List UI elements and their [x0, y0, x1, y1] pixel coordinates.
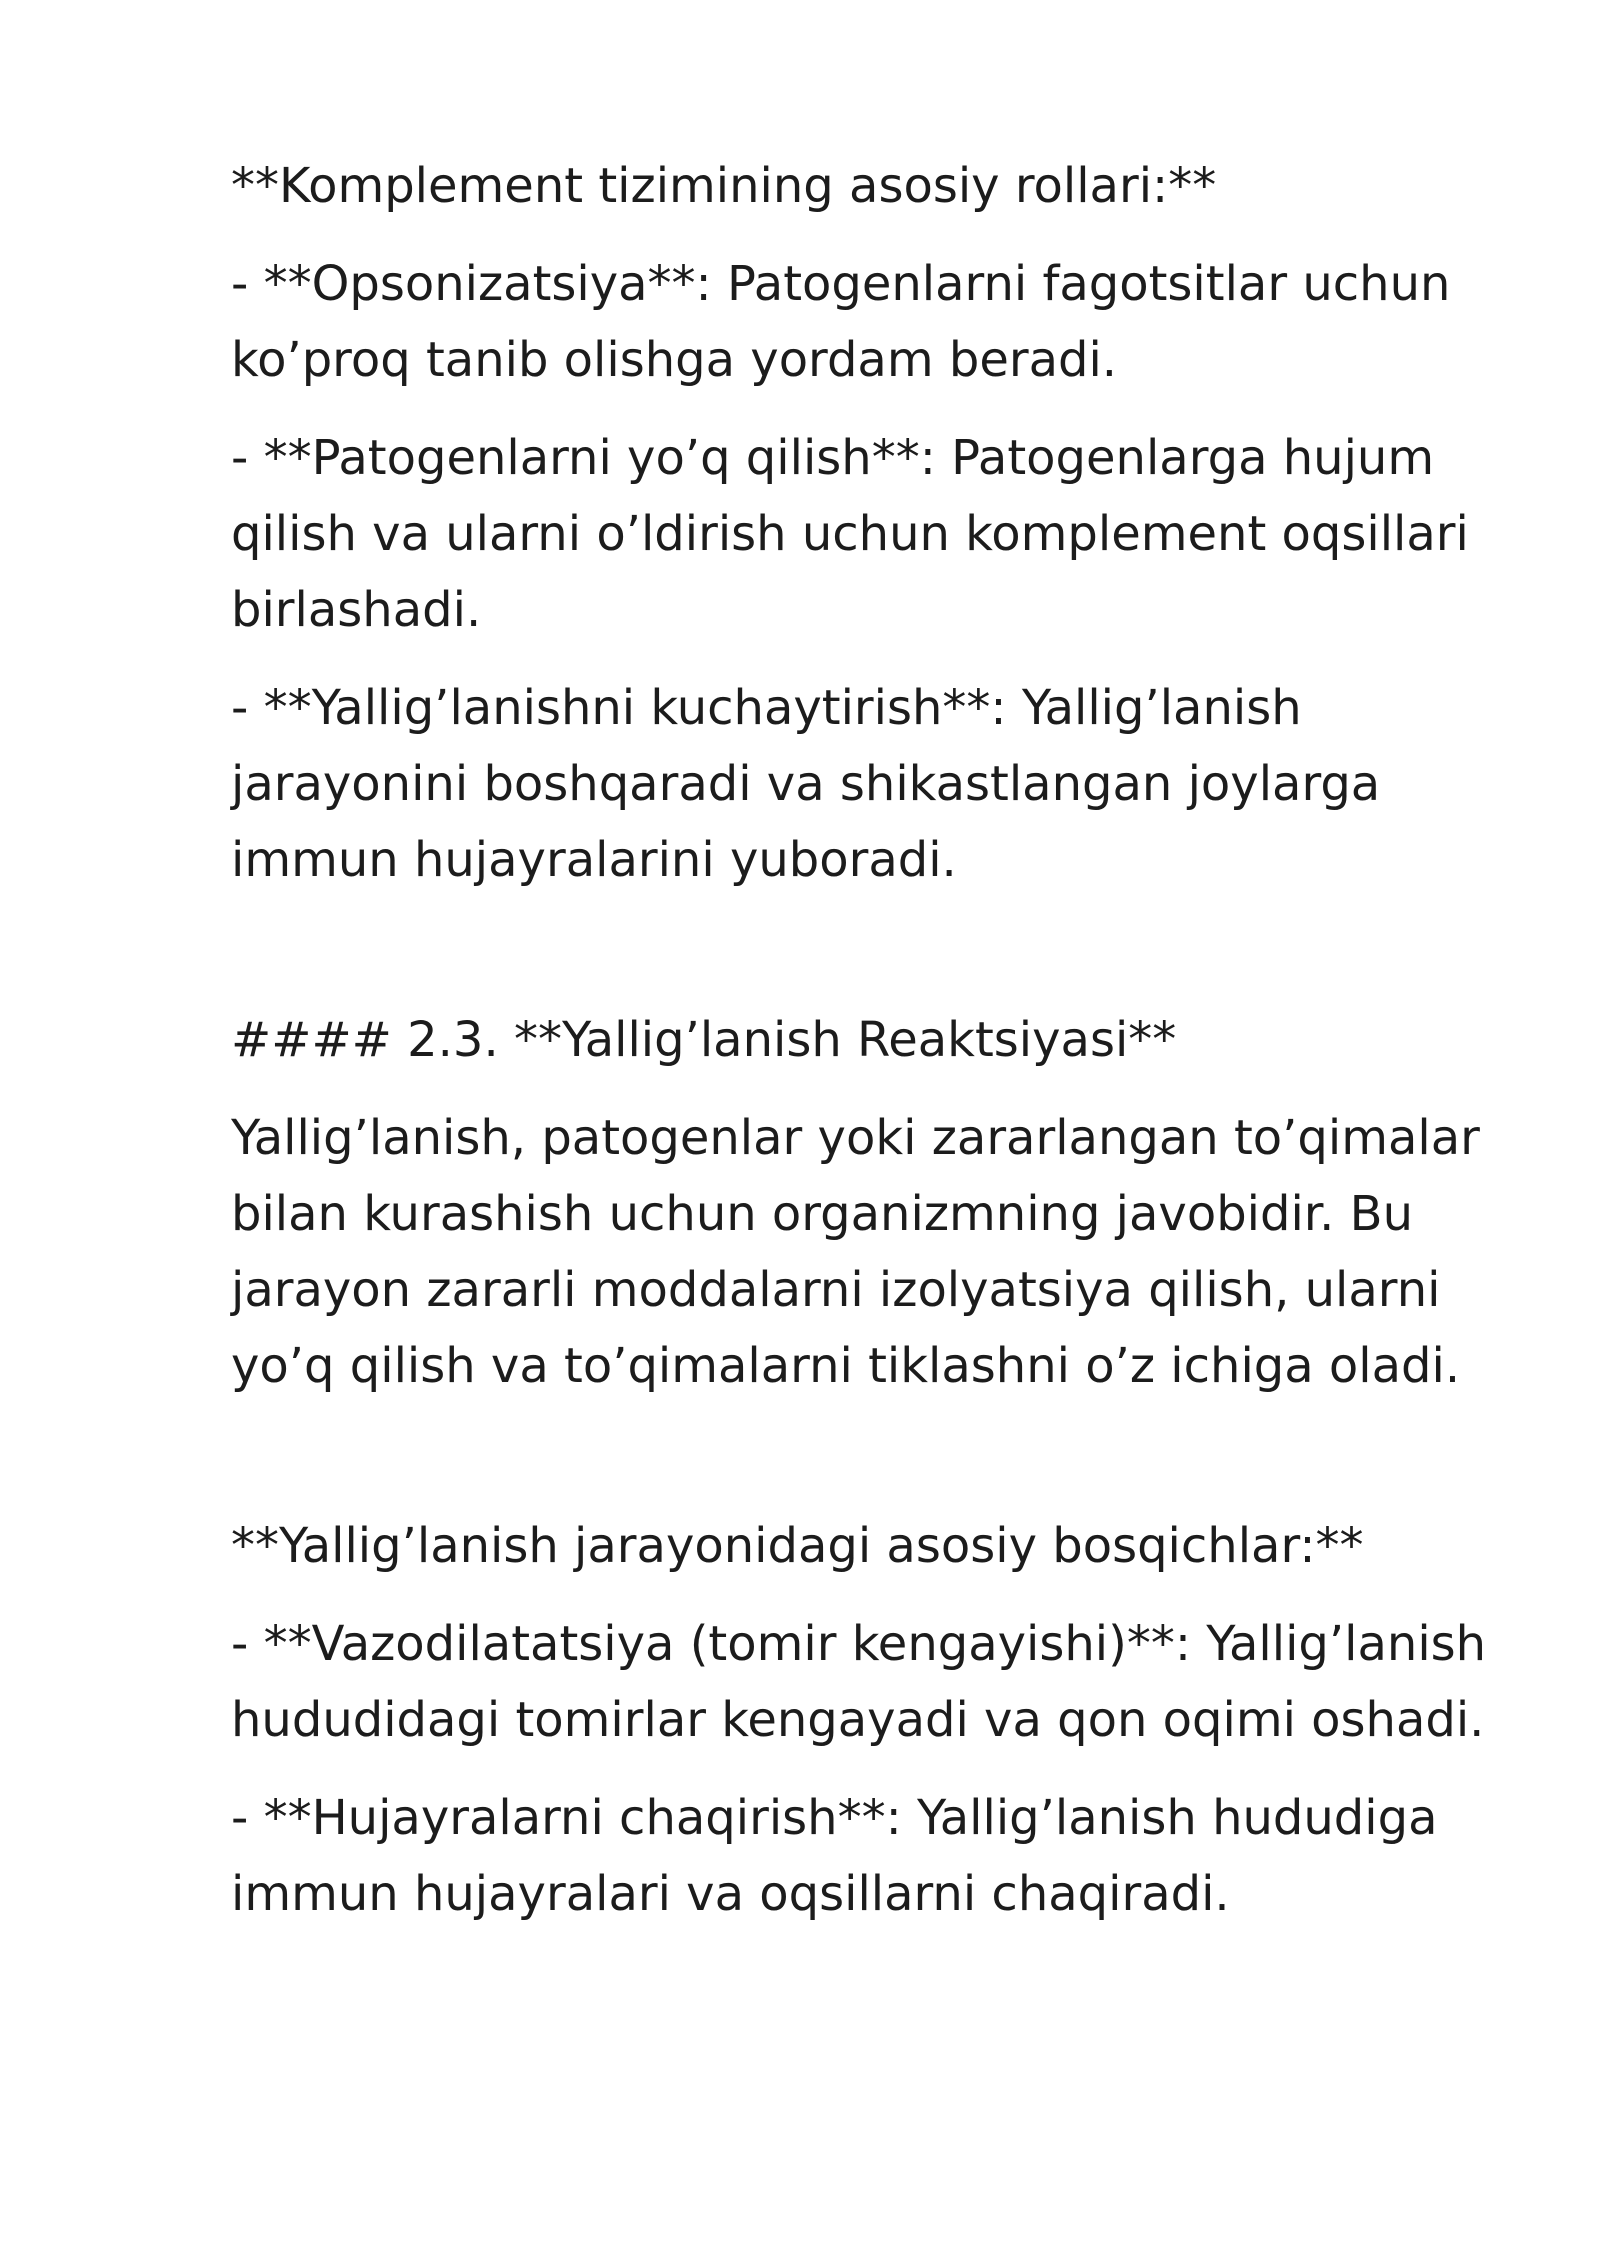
- list-item-vasodilation: - **Vazodilatatsiya (tomir kengayishi)**: Yallig’lanish hududidagi tomirlar kengayadi va qon oqimi oshadi.: [231, 1616, 1487, 1748]
- list-item-inflammation-enhancement: - **Yallig’lanishni kuchaytirish**: Yallig’lanish jarayonini boshqaradi va shikastlangan joylarga immun hujayralarini yuboradi.: [231, 680, 1381, 888]
- document-content: [231, 148, 1521, 1932]
- list-item-cell-recruitment: - **Hujayralarni chaqirish**: Yallig’lanish hududiga immun hujayralari va oqsillarni chaqiradi.: [231, 1790, 1438, 1922]
- section-heading-complement-roles: **Komplement tizimining asosiy rollari:**: [231, 158, 1217, 214]
- paragraph-inflammation-definition: Yallig’lanish, patogenlar yoki zararlangan to’qimalar bilan kurashish uchun organizmning javobidir. Bu jarayon zararli moddalarni izolyatsiya qilish, ularni yo’q qilish va to’qimalarni tiklashni o’z ichiga oladi.: [231, 1110, 1480, 1394]
- section-heading-inflammation-stages: **Yallig’lanish jarayonidagi asosiy bosqichlar:**: [231, 1518, 1364, 1574]
- list-item-opsonization: - **Opsonizatsiya**: Patogenlarni fagotsitlar uchun ko’proq tanib olishga yordam beradi.: [231, 256, 1451, 388]
- section-heading-inflammatory-reaction: #### 2.3. **Yallig’lanish Reaktsiyasi**: [231, 1012, 1177, 1068]
- list-item-pathogen-destruction: - **Patogenlarni yo’q qilish**: Patogenlarga hujum qilish va ularni o’ldirish uchun komplement oqsillari birlashadi.: [231, 430, 1469, 638]
